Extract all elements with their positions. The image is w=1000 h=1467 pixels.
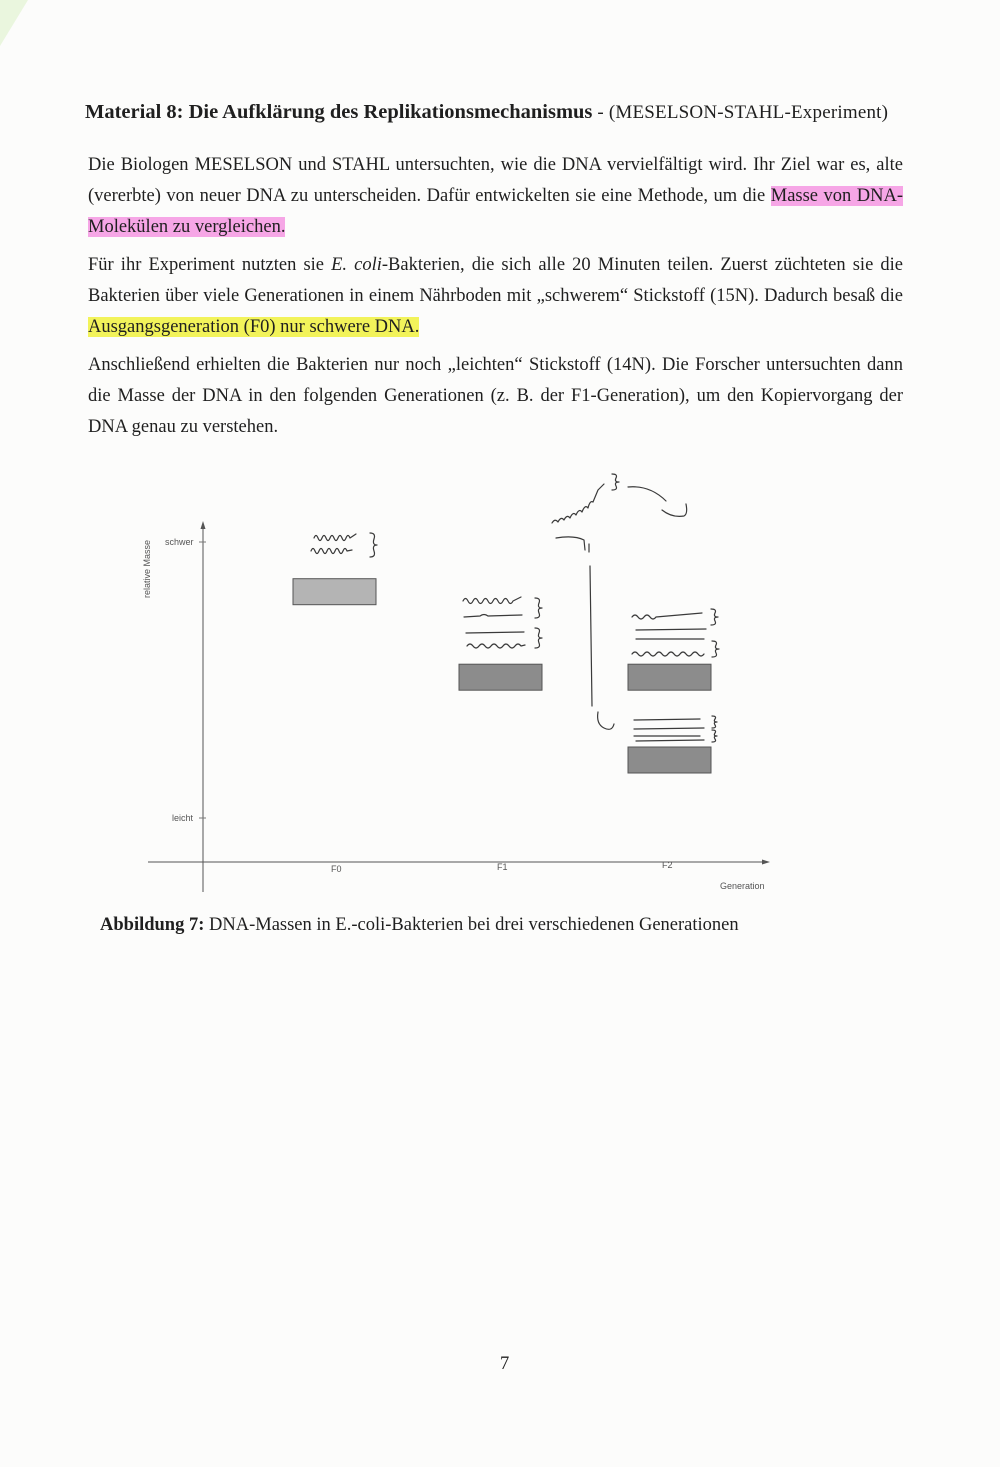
species-name: E. coli bbox=[331, 255, 382, 275]
title-subtitle: - (MESELSON-STAHL-Experiment) bbox=[592, 102, 889, 123]
dna-band-f0-1 bbox=[293, 579, 376, 605]
paragraph-2-text-after: -Bakterien, die sich alle 20 Minuten teilen. Zuerst züchteten sie die Bakterien über viele Generationen in einem Nährboden mit „schwerem“ Stickstoff (15N). Dadurch besaß die bbox=[88, 255, 903, 306]
paragraph-3 bbox=[88, 350, 903, 443]
material-title bbox=[85, 101, 888, 124]
dna-band-f1-1 bbox=[459, 664, 542, 690]
x-tick-f0: F0 bbox=[331, 864, 342, 874]
dna-band-f2-1 bbox=[628, 664, 711, 690]
handwritten-scribbles bbox=[311, 474, 719, 742]
x-tick-f1: F1 bbox=[497, 862, 508, 872]
paragraph-2-text-before: Für ihr Experiment nutzten sie bbox=[88, 255, 332, 275]
caption-text: DNA-Massen in E.-coli-Bakterien bei drei verschiedenen Generationen bbox=[204, 915, 739, 935]
caption-label: Abbildung 7: bbox=[100, 915, 205, 935]
x-tick-f2: F2 bbox=[662, 860, 673, 870]
y-axis-label: relative Masse bbox=[142, 539, 152, 598]
paragraph-1-text: Die Biologen MESELSON und STAHL untersuchten, wie die DNA vervielfältigt wird. Ihr Ziel war es, alte (vererbte) von neuer DNA zu unterscheiden. Dafür entwickelten sie eine Methode, um die bbox=[88, 155, 903, 206]
paragraph-2 bbox=[88, 250, 903, 343]
dna-band-f2-2 bbox=[628, 747, 711, 773]
title-bold: Material 8: Die Aufklärung des Replikationsmechanismus bbox=[85, 101, 593, 123]
page-number: 7 bbox=[500, 1354, 510, 1374]
paragraph-1 bbox=[88, 150, 903, 243]
highlight-pink: Masse von DNA-Molekülen zu vergleichen. bbox=[88, 186, 904, 237]
dna-bands bbox=[293, 579, 711, 773]
dna-mass-figure bbox=[0, 450, 1000, 910]
scan-corner-mark bbox=[0, 0, 28, 46]
y-axis-arrow bbox=[201, 521, 206, 529]
y-label-leicht: leicht bbox=[172, 813, 194, 823]
y-label-schwer: schwer bbox=[165, 537, 194, 547]
x-axis-label: Generation bbox=[720, 881, 765, 891]
highlight-yellow: Ausgangsgeneration (F0) nur schwere DNA. bbox=[88, 317, 420, 337]
x-axis-arrow bbox=[762, 860, 770, 865]
paragraph-3-text: Anschließend erhielten die Bakterien nur noch „leichten“ Stickstoff (14N). Die Forscher untersuchten dann die Masse der DNA in den folgenden Generationen (z. B. der F1-Generation), um den Kopiervorgang der DNA genau zu verstehen. bbox=[88, 355, 903, 437]
figure-caption bbox=[100, 915, 739, 936]
